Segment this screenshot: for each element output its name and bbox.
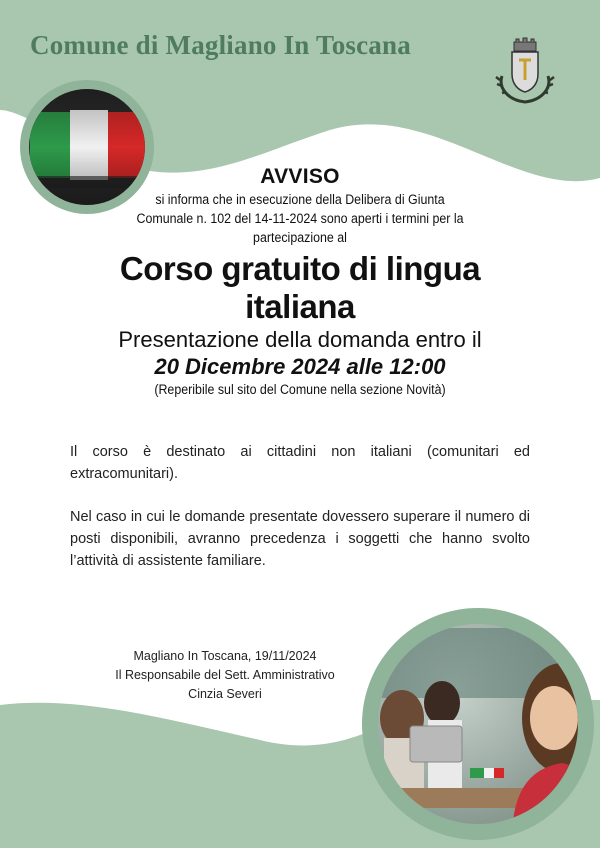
course-title-line: italiana (245, 288, 355, 325)
notice-heading: AVVISO (260, 165, 340, 188)
students-classroom-photo (362, 608, 594, 840)
website-note: (Reperibile sul sito del Comune nella sezione Novità) (154, 382, 446, 397)
signature-block (100, 647, 350, 704)
municipal-crest-icon (490, 36, 560, 106)
signatory-role: Il Responsabile del Sett. Amministrativo (115, 668, 335, 682)
deadline-label: Presentazione della domanda entro il (118, 327, 482, 352)
intro-line: si informa che in esecuzione della Delibera di Giunta (155, 192, 445, 207)
place-date: Magliano In Toscana, 19/11/2024 (133, 649, 317, 663)
course-title (50, 250, 550, 326)
priority-paragraph: Nel caso in cui le domande presentate dovessero superare il numero di posti disponibili, avranno precedenza i soggetti che hanno svolto l’attività di assistente familiare. (70, 509, 530, 569)
deadline-date: 20 Dicembre 2024 alle 12:00 (154, 354, 446, 379)
course-title-line: Corso gratuito di lingua (119, 250, 481, 287)
municipality-title: Comune di Magliano In Toscana (30, 30, 411, 60)
intro-line: Comunale n. 102 del 14-11-2024 sono aperti i termini per la (136, 211, 464, 226)
eligibility-paragraph: Il corso è destinato ai cittadini non italiani (comunitari ed extracomunitari). (70, 444, 530, 482)
intro-line: partecipazione al (253, 230, 347, 245)
signatory-name: Cinzia Severi (188, 687, 262, 701)
notice-intro (134, 190, 465, 247)
